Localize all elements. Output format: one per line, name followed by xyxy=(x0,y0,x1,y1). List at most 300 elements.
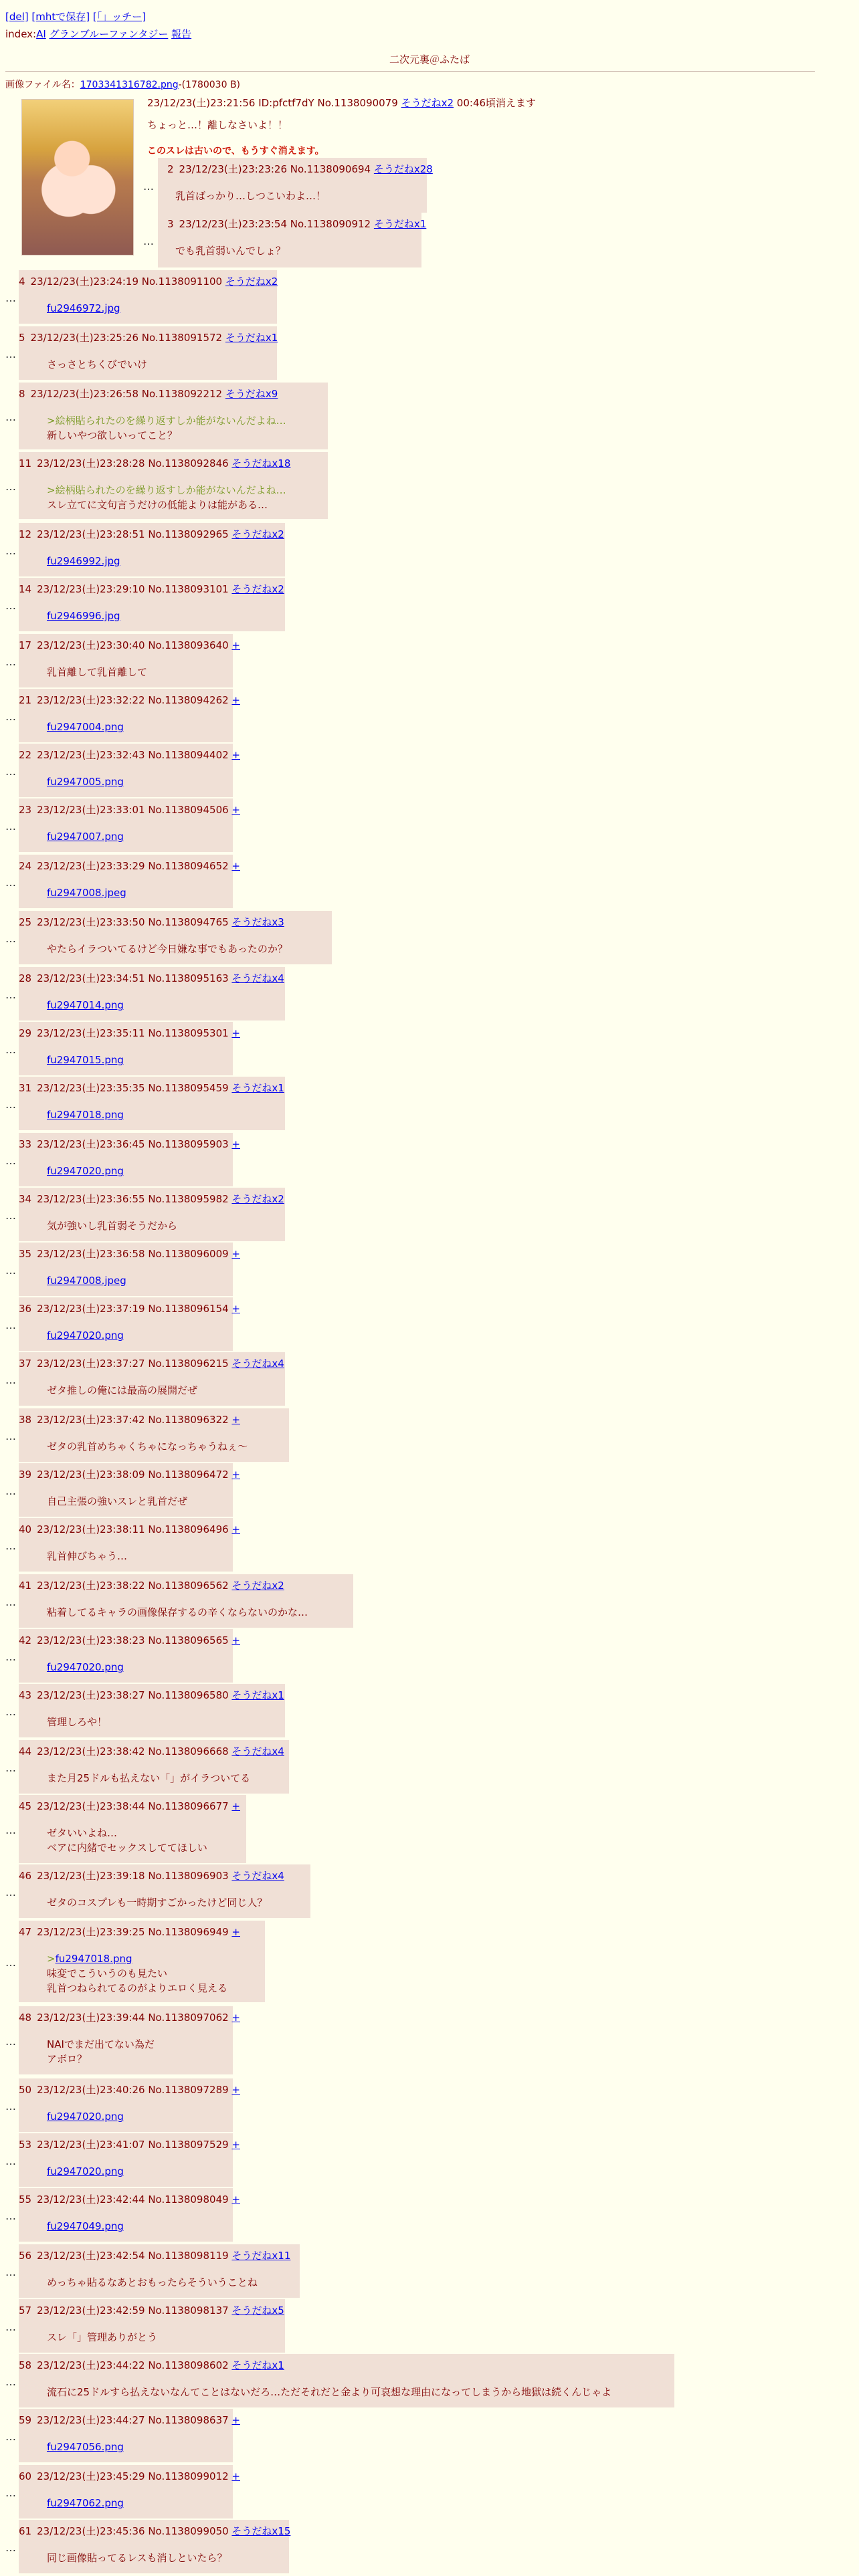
reply-header xyxy=(19,1744,284,1758)
reply-date: 23/12/23(土)23:39:44 xyxy=(37,2012,149,2024)
op-no: No.1138090079 xyxy=(317,97,398,109)
reply-no: No.1138099050 xyxy=(148,2525,232,2537)
file-link[interactable]: fu2947014.png xyxy=(47,999,124,1011)
ellipsis-icon: … xyxy=(5,765,16,778)
reply-number: 36 xyxy=(19,1303,32,1315)
reply-post xyxy=(19,383,328,449)
reply-no: No.1138097289 xyxy=(148,2084,232,2096)
reply-post xyxy=(19,1077,285,1130)
sodane-link[interactable]: そうだねx3 xyxy=(231,916,284,928)
sodane-link[interactable]: そうだねx4 xyxy=(231,972,284,984)
file-link[interactable]: fu2947020.png xyxy=(47,1165,124,1177)
index-gbf-link[interactable]: グランブルーファンタジー xyxy=(49,28,169,40)
file-link[interactable]: fu2947020.png xyxy=(47,2111,124,2123)
file-link[interactable]: fu2947018.png xyxy=(47,1109,124,1121)
file-link[interactable]: fu2947020.png xyxy=(47,1661,124,1673)
reply-header xyxy=(19,1688,284,1702)
reply-date: 23/12/23(土)23:23:54 xyxy=(179,218,290,230)
reply-number: 35 xyxy=(19,1248,32,1260)
reply-header xyxy=(19,1522,240,1536)
reply-post xyxy=(19,270,277,324)
reply-number: 4 xyxy=(19,276,25,288)
sodane-link[interactable]: + xyxy=(231,2470,240,2482)
ellipsis-icon: … xyxy=(5,2541,16,2554)
reply-no: No.1138098119 xyxy=(148,2250,232,2262)
reply-no: No.1138095459 xyxy=(148,1082,232,1094)
reply-post xyxy=(19,967,285,1021)
reply-post xyxy=(19,2354,674,2407)
sodane-link[interactable]: そうだねx2 xyxy=(225,276,278,288)
reply-body xyxy=(47,2330,157,2345)
reply-number: 28 xyxy=(19,972,32,984)
file-link[interactable]: fu2947020.png xyxy=(47,1329,124,1341)
del-link[interactable]: [del] xyxy=(5,11,29,23)
reply-number: 12 xyxy=(19,528,32,540)
sodane-link[interactable]: + xyxy=(231,804,240,816)
reply-body xyxy=(47,1273,126,1288)
reply-text-line: スレ立てに文句言うだけの低能よりは能がある… xyxy=(47,499,268,511)
ellipsis-icon: … xyxy=(5,2210,16,2222)
reply-body xyxy=(47,1951,227,1996)
ellipsis-icon: … xyxy=(5,1539,16,1552)
ellipsis-icon: … xyxy=(5,1154,16,1167)
file-link[interactable]: fu2947008.jpeg xyxy=(47,1275,126,1287)
reply-header xyxy=(19,2303,284,2317)
reply-text-line: 同じ画像貼ってるレスも消しといたら？ xyxy=(47,2552,227,2564)
sodane-link[interactable]: + xyxy=(231,1634,240,1646)
op-sodane[interactable]: そうだねx2 xyxy=(401,97,454,109)
reply-date: 23/12/23(土)23:23:26 xyxy=(179,163,290,175)
sodane-link[interactable]: + xyxy=(231,2193,240,2206)
sodane-link[interactable]: + xyxy=(231,1138,240,1150)
reply-text-line: ベアに内緒でセックスしててほしい xyxy=(47,1842,207,1854)
reply-date: 23/12/23(土)23:29:10 xyxy=(37,583,149,595)
sodane-link[interactable]: + xyxy=(231,860,240,872)
ellipsis-icon: … xyxy=(143,180,154,193)
file-link[interactable]: fu2947015.png xyxy=(47,1054,124,1066)
reply-body xyxy=(47,2037,155,2066)
reply-post xyxy=(19,1463,240,1517)
reply-header xyxy=(19,527,284,541)
reply-number: 3 xyxy=(167,218,174,230)
reply-no: No.1138096562 xyxy=(148,1580,232,1592)
reply-body xyxy=(47,413,286,443)
reply-text-line: スレ「」管理ありがとう xyxy=(47,2331,158,2343)
reply-body xyxy=(47,2275,258,2290)
sodane-link[interactable]: + xyxy=(231,639,240,651)
sodane-link[interactable]: そうだねx4 xyxy=(231,1745,284,1757)
reply-post xyxy=(19,2409,240,2462)
reply-header xyxy=(19,638,240,652)
reply-number: 14 xyxy=(19,583,32,595)
reply-date: 23/12/23(土)23:37:42 xyxy=(37,1414,149,1426)
reply-header xyxy=(19,1192,284,1206)
file-size: -(1780030 B) xyxy=(178,80,241,90)
reply-number: 44 xyxy=(19,1745,32,1757)
reply-no: No.1138099012 xyxy=(148,2470,232,2482)
reply-header xyxy=(19,915,284,929)
reply-body xyxy=(47,665,147,679)
reply-post xyxy=(19,634,240,687)
reply-header xyxy=(19,2413,240,2427)
reply-no: No.1138096949 xyxy=(148,1926,232,1938)
reply-post xyxy=(19,1297,240,1351)
reply-header xyxy=(19,2010,240,2024)
file-link[interactable]: fu2947008.jpeg xyxy=(47,887,126,899)
reply-text-line: でも乳首弱いんでしょ？ xyxy=(175,245,286,257)
divider xyxy=(5,71,815,72)
reply-header xyxy=(19,1301,240,1315)
reply-post xyxy=(19,1188,285,1241)
reply-number: 31 xyxy=(19,1082,32,1094)
reply-date: 23/12/23(土)23:30:40 xyxy=(37,639,149,651)
reply-date: 23/12/23(土)23:33:01 xyxy=(37,804,149,816)
sodane-link[interactable]: + xyxy=(231,2414,240,2426)
reply-header xyxy=(167,162,433,176)
reply-number: 53 xyxy=(19,2139,32,2151)
reply-post xyxy=(19,2188,240,2242)
reply-date: 23/12/23(土)23:35:35 xyxy=(37,1082,149,1094)
reply-text-line: 粘着してるキャラの画像保存するの辛くならないのかな… xyxy=(47,1606,308,1618)
reply-number: 48 xyxy=(19,2012,32,2024)
sodane-link[interactable]: そうだねx5 xyxy=(231,2304,284,2317)
reply-post xyxy=(19,2006,240,2074)
index-ai-link[interactable]: AI xyxy=(36,28,46,40)
reply-number: 34 xyxy=(19,1193,32,1205)
reply-no: No.1138096580 xyxy=(148,1689,232,1701)
ellipsis-icon: … xyxy=(5,1886,16,1899)
reply-post xyxy=(19,523,285,576)
sodane-link[interactable]: そうだねx11 xyxy=(231,2250,291,2262)
file-link[interactable]: fu2947062.png xyxy=(47,2497,124,2509)
sodane-link[interactable]: + xyxy=(231,1469,240,1481)
reply-header xyxy=(19,456,290,470)
sodane-link[interactable]: そうだねx1 xyxy=(225,332,278,344)
reply-header xyxy=(19,582,284,596)
sodane-link[interactable]: + xyxy=(231,1926,240,1938)
ellipsis-icon: … xyxy=(5,1596,16,1608)
reply-body xyxy=(47,1605,308,1620)
reply-no: No.1138094262 xyxy=(148,694,232,706)
reply-body xyxy=(47,1660,124,1675)
reply-body xyxy=(47,1164,124,1178)
reply-number: 55 xyxy=(19,2193,32,2206)
file-reference-link[interactable]: fu2947018.png xyxy=(55,1953,132,1965)
ellipsis-icon: … xyxy=(5,1761,16,1774)
reply-header xyxy=(19,2358,284,2372)
reply-header xyxy=(19,330,278,344)
ellipsis-icon: … xyxy=(5,599,16,612)
reply-body xyxy=(47,2219,124,2234)
file-link[interactable]: fu2946992.jpg xyxy=(47,555,120,567)
sodane-link[interactable]: + xyxy=(231,694,240,706)
reply-number: 46 xyxy=(19,1870,32,1882)
ellipsis-icon: … xyxy=(5,348,16,360)
reply-date: 23/12/23(土)23:33:50 xyxy=(37,916,149,928)
file-link[interactable]: fu2947007.png xyxy=(47,831,124,843)
file-label: 画像ファイル名： xyxy=(5,80,80,90)
sodane-link[interactable]: + xyxy=(231,749,240,761)
reply-header xyxy=(19,387,278,401)
reply-no: No.1138096154 xyxy=(148,1303,232,1315)
reply-date: 23/12/23(土)23:36:55 xyxy=(37,1193,149,1205)
reply-header xyxy=(19,693,240,707)
reply-no: No.1138098049 xyxy=(148,2193,232,2206)
sodane-link[interactable]: そうだねx2 xyxy=(231,528,284,540)
file-link[interactable]: fu2946996.jpg xyxy=(47,610,120,622)
reply-body xyxy=(47,2496,124,2510)
reply-post xyxy=(19,2078,240,2132)
reply-text-line: NAIでまだ出てない為だ xyxy=(47,2038,155,2050)
sodane-link[interactable]: そうだねx1 xyxy=(231,1689,284,1701)
reply-header xyxy=(19,2248,290,2262)
reply-no: No.1138090694 xyxy=(290,163,374,175)
reply-no: No.1138095301 xyxy=(148,1027,232,1039)
reply-date: 23/12/23(土)23:38:27 xyxy=(37,1689,149,1701)
reply-body xyxy=(47,357,147,372)
ellipsis-icon: … xyxy=(5,1319,16,1331)
sodane-link[interactable]: そうだねx2 xyxy=(231,1193,284,1205)
reply-date: 23/12/23(土)23:44:22 xyxy=(37,2359,149,2371)
report-link[interactable]: 報告 xyxy=(171,28,192,40)
reply-date: 23/12/23(土)23:39:25 xyxy=(37,1926,149,1938)
reply-text-line: 自己主張の強いスレと乳首だぜ xyxy=(47,1495,188,1507)
reply-body xyxy=(47,720,124,734)
sodane-link[interactable]: そうだねx4 xyxy=(231,1358,284,1370)
reply-date: 23/12/23(土)23:38:23 xyxy=(37,1634,149,1646)
file-link[interactable]: fu2947020.png xyxy=(47,2165,124,2177)
reply-body xyxy=(47,2440,124,2454)
file-link[interactable]: fu2946972.jpg xyxy=(47,302,120,314)
reply-post xyxy=(19,1740,289,1794)
reply-date: 23/12/23(土)23:44:27 xyxy=(37,2414,149,2426)
file-link[interactable]: fu2947005.png xyxy=(47,776,124,788)
ellipsis-icon: … xyxy=(5,2035,16,2048)
ellipsis-icon: … xyxy=(5,655,16,668)
reply-date: 23/12/23(土)23:45:29 xyxy=(37,2470,149,2482)
reply-date: 23/12/23(土)23:25:26 xyxy=(30,332,142,344)
reply-no: No.1138096668 xyxy=(148,1745,232,1757)
reply-date: 23/12/23(土)23:35:11 xyxy=(37,1027,149,1039)
reply-date: 23/12/23(土)23:42:44 xyxy=(37,2193,149,2206)
sodane-link[interactable]: + xyxy=(231,1248,240,1260)
reply-date: 23/12/23(土)23:37:19 xyxy=(37,1303,149,1315)
reply-number: 24 xyxy=(19,860,32,872)
reply-no: No.1138096903 xyxy=(148,1870,232,1882)
reply-no: No.1138098637 xyxy=(148,2414,232,2426)
reply-no: No.1138098137 xyxy=(148,2304,232,2317)
mht-save-link[interactable]: [mhtで保存] xyxy=(31,11,90,23)
reply-number: 40 xyxy=(19,1523,32,1535)
reply-post xyxy=(19,1518,240,1572)
reply-no: No.1138092965 xyxy=(148,528,232,540)
reply-date: 23/12/23(土)23:39:18 xyxy=(37,1870,149,1882)
op-expire: 00:46頃消えます xyxy=(456,97,537,109)
reply-body xyxy=(47,2551,227,2565)
reply-date: 23/12/23(土)23:36:45 xyxy=(37,1138,149,1150)
reply-date: 23/12/23(土)23:32:22 xyxy=(37,694,149,706)
ellipsis-icon: … xyxy=(5,2375,16,2388)
reply-header xyxy=(19,802,240,817)
reply-no: No.1138096009 xyxy=(148,1248,232,1260)
file-link[interactable]: fu2947049.png xyxy=(47,2220,124,2232)
reply-body xyxy=(47,829,124,844)
reply-post xyxy=(19,578,285,631)
ellipsis-icon: … xyxy=(5,2155,16,2167)
reply-date: 23/12/23(土)23:45:36 xyxy=(37,2525,149,2537)
reply-date: 23/12/23(土)23:34:51 xyxy=(37,972,149,984)
reply-number: 33 xyxy=(19,1138,32,1150)
reply-header xyxy=(167,217,426,231)
ellipsis-icon: … xyxy=(5,1956,16,1969)
reply-no: No.1138096496 xyxy=(148,1523,232,1535)
quote-text: >絵柄貼られたのを繰り返すしか能がないんだよね… xyxy=(47,484,286,496)
sodane-link[interactable]: そうだねx28 xyxy=(373,163,433,175)
reply-no: No.1138098602 xyxy=(148,2359,232,2371)
sodane-link[interactable]: + xyxy=(231,1800,240,1812)
reply-no: No.1138093101 xyxy=(148,583,232,595)
reply-date: 23/12/23(土)23:36:58 xyxy=(37,1248,149,1260)
reply-text-line: めっちゃ貼るなあとおもったらそういうことね xyxy=(47,2276,258,2288)
quote-reference: >fu2947018.png xyxy=(47,1953,132,1965)
sodane-link[interactable]: そうだねx2 xyxy=(231,583,284,595)
ellipsis-icon: … xyxy=(5,411,16,423)
reply-number: 37 xyxy=(19,1358,32,1370)
reply-post xyxy=(158,213,427,267)
reply-text-line: 流石に25ドルすら払えないなんてことはないだろ…ただそれだと金より可哀想な理由になってしまうから地獄は続くんじゃよ xyxy=(47,2386,612,2398)
reply-header xyxy=(19,1799,240,1813)
reply-body xyxy=(47,2109,124,2124)
reply-text-line: 味変でこういうのも見たい xyxy=(47,1967,168,1979)
reply-number: 39 xyxy=(19,1469,32,1481)
reply-date: 23/12/23(土)23:42:59 xyxy=(37,2304,149,2317)
reply-date: 23/12/23(土)23:24:19 xyxy=(30,276,142,288)
reply-number: 8 xyxy=(19,388,25,400)
file-link[interactable]: fu2947056.png xyxy=(47,2441,124,2453)
reply-post xyxy=(19,911,332,964)
reply-body xyxy=(47,1053,124,1067)
reply-post xyxy=(19,744,240,797)
reply-header xyxy=(19,1467,240,1481)
sodane-link[interactable]: そうだねx2 xyxy=(231,1580,284,1592)
reply-number: 43 xyxy=(19,1689,32,1701)
sodane-link[interactable]: そうだねx18 xyxy=(231,457,291,469)
reply-number: 58 xyxy=(19,2359,32,2371)
reply-post xyxy=(19,452,328,519)
sodane-link[interactable]: そうだねx1 xyxy=(231,1082,284,1094)
ellipsis-icon: … xyxy=(5,710,16,723)
reply-body xyxy=(47,2164,124,2179)
ellipsis-icon: … xyxy=(5,1705,16,1718)
reply-header xyxy=(19,2082,240,2097)
sodane-link[interactable]: + xyxy=(231,1414,240,1426)
reply-header xyxy=(19,1578,284,1592)
reply-post xyxy=(19,1574,353,1628)
reply-body xyxy=(47,998,124,1012)
reply-date: 23/12/23(土)23:42:54 xyxy=(37,2250,149,2262)
reply-no: No.1138096677 xyxy=(148,1800,232,1812)
index-label: index: xyxy=(5,28,37,40)
reply-date: 23/12/23(土)23:38:09 xyxy=(37,1469,149,1481)
reply-no: No.1138095163 xyxy=(148,972,232,984)
reply-header xyxy=(19,1633,240,1647)
reply-text-line: ゼタのコスプレも一時期すごかったけど同じ人？ xyxy=(47,1897,268,1909)
reply-no: No.1138097529 xyxy=(148,2139,232,2151)
reply-no: No.1138090912 xyxy=(290,218,374,230)
file-link[interactable]: fu2947004.png xyxy=(47,721,124,733)
reply-header xyxy=(19,2137,240,2151)
ellipsis-icon: … xyxy=(5,480,16,493)
reply-header xyxy=(19,1412,240,1426)
reply-date: 23/12/23(土)23:26:58 xyxy=(30,388,142,400)
sodane-link[interactable]: + xyxy=(231,1523,240,1535)
reply-body xyxy=(47,1439,248,1454)
ellipsis-icon: … xyxy=(5,1264,16,1277)
reply-post xyxy=(19,1408,289,1462)
ellipsis-icon: … xyxy=(5,1485,16,1497)
reply-body xyxy=(47,2385,611,2399)
reply-no: No.1138094652 xyxy=(148,860,232,872)
reply-post xyxy=(19,2299,285,2353)
reply-header xyxy=(19,1925,240,1939)
ellipsis-icon: … xyxy=(143,235,154,247)
reply-body xyxy=(47,301,120,316)
reply-no: No.1138095903 xyxy=(148,1138,232,1150)
reply-date: 23/12/23(土)23:28:28 xyxy=(37,457,149,469)
reply-header xyxy=(19,1137,240,1151)
reply-header xyxy=(19,2192,240,2206)
sodane-link[interactable]: + xyxy=(231,2139,240,2151)
reply-number: 22 xyxy=(19,749,32,761)
reply-body xyxy=(47,609,120,623)
sodane-link[interactable]: そうだねx1 xyxy=(231,2359,284,2371)
reply-number: 61 xyxy=(19,2525,32,2537)
reply-body xyxy=(47,1218,177,1233)
reply-body xyxy=(47,1383,197,1398)
ellipsis-icon: … xyxy=(5,820,16,833)
reply-text-line: アボロ？ xyxy=(47,2053,88,2065)
ellipsis-icon: … xyxy=(5,2266,16,2278)
sodane-link[interactable]: そうだねx1 xyxy=(373,218,427,230)
sodane-link[interactable]: そうだねx15 xyxy=(231,2525,291,2537)
reply-no: No.1138094765 xyxy=(148,916,232,928)
reply-text-line: 乳首つねられてるのがよりエロく見える xyxy=(47,1982,228,1994)
reply-no: No.1138096472 xyxy=(148,1469,232,1481)
reply-no: No.1138091572 xyxy=(141,332,225,344)
sodane-link[interactable]: + xyxy=(231,2084,240,2096)
reply-header xyxy=(19,2524,290,2538)
file-link[interactable]: 1703341316782.png xyxy=(80,80,179,90)
sodane-link[interactable]: そうだねx9 xyxy=(225,388,278,400)
sodane-link[interactable]: + xyxy=(231,1027,240,1039)
sodane-link[interactable]: そうだねx4 xyxy=(231,1870,284,1882)
op-thumbnail[interactable] xyxy=(21,99,134,255)
ellipsis-icon: … xyxy=(5,988,16,1001)
reply-number: 11 xyxy=(19,457,32,469)
nuricchi-link[interactable]: [「」ッチー] xyxy=(92,11,147,23)
sodane-link[interactable]: + xyxy=(231,1303,240,1315)
reply-header xyxy=(19,1247,240,1261)
sodane-link[interactable]: + xyxy=(231,2012,240,2024)
reply-date: 23/12/23(土)23:38:22 xyxy=(37,1580,149,1592)
reply-body xyxy=(47,942,288,956)
reply-text-line: 管理しろや！ xyxy=(47,1716,108,1728)
reply-body xyxy=(47,885,126,900)
reply-body xyxy=(47,1715,107,1729)
ellipsis-icon: … xyxy=(5,2486,16,2499)
quote-text: >絵柄貼られたのを繰り返すしか能がないんだよね… xyxy=(47,415,286,427)
reply-date: 23/12/23(土)23:28:51 xyxy=(37,528,149,540)
